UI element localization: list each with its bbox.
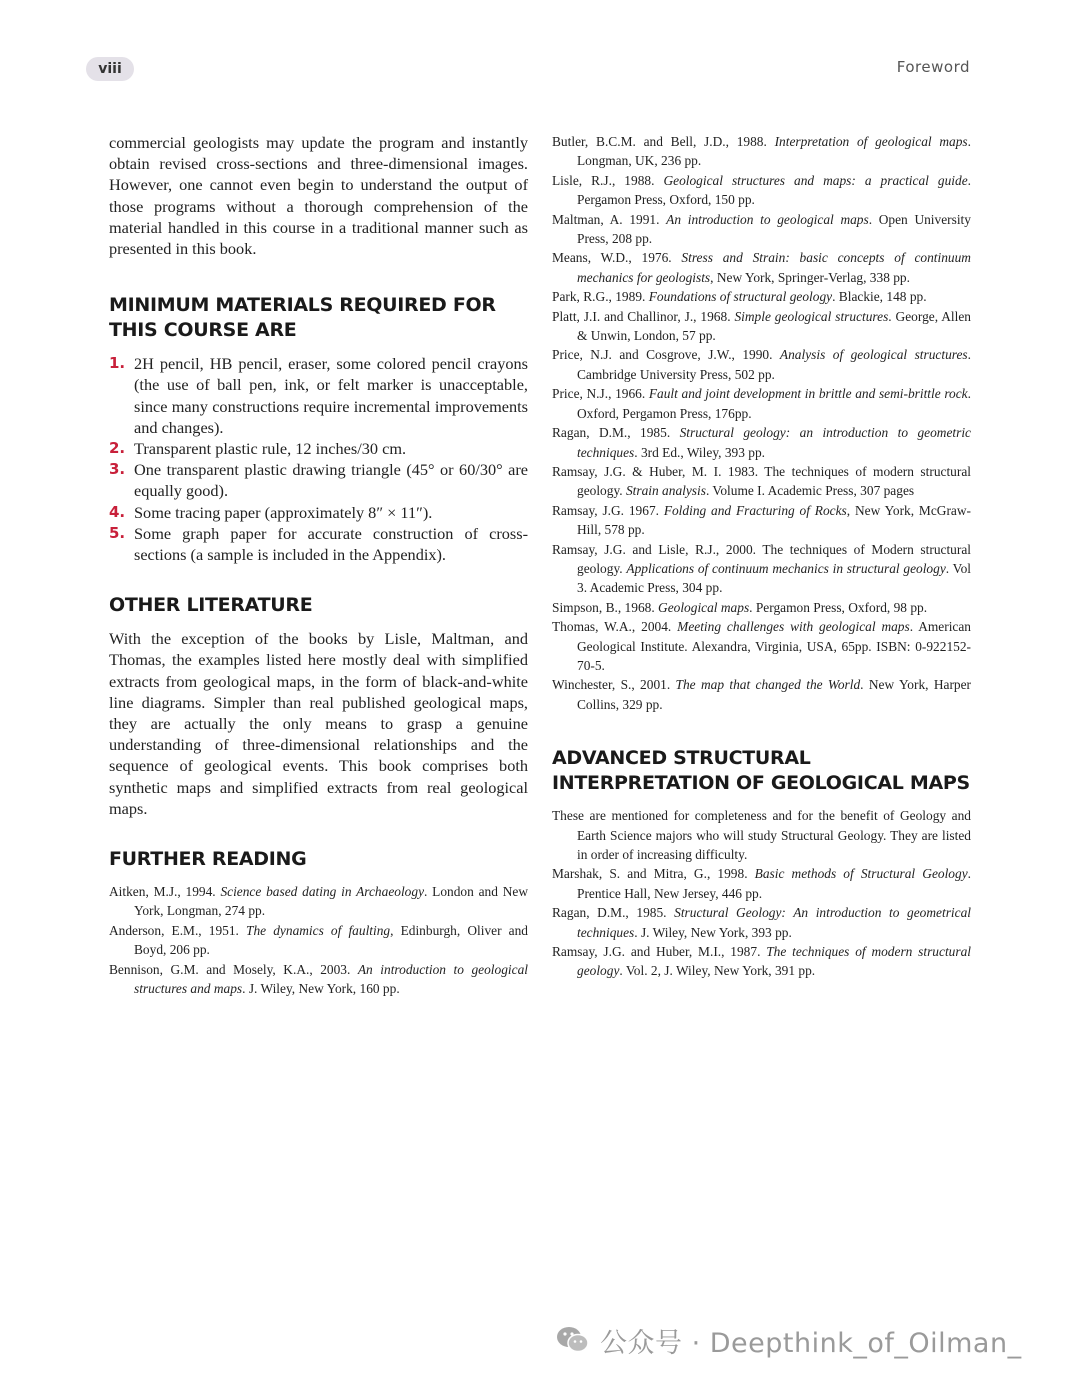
reference-entry: Ramsay, J.G. and Huber, M.I., 1987. The techniques of modern structural geology. Vol. 2, J. Wiley, New York, 391 pp.	[552, 944, 971, 979]
item-text: Transparent plastic rule, 12 inches/30 cm.	[134, 439, 407, 459]
further-reading-list-left	[109, 882, 528, 998]
item-number: 5.	[109, 523, 126, 542]
materials-item	[109, 502, 528, 523]
reference-entry: Price, N.J., 1966. Fault and joint development in brittle and semi-brittle rock. Oxford, Pergamon Press, 176pp.	[552, 386, 971, 421]
reference-entry: Winchester, S., 2001. The map that changed the World. New York, Harper Collins, 329 pp.	[552, 677, 972, 712]
reference-entry: Ramsay, J.G. & Huber, M. I. 1983. The techniques of modern structural geology. Strain analysis. Volume I. Academic Press, 307 pages	[552, 463, 971, 499]
reference-entry: Ramsay, J.G. 1967. Folding and Fracturing of Rocks, New York, McGraw-Hill, 578 pp.	[552, 502, 971, 538]
reference-entry: Lisle, R.J., 1988. Geological structures and maps: a practical guide. Pergamon Press, Oxford, 150 pp.	[552, 172, 971, 208]
reference-entry: Platt, J.I. and Challinor, J., 1968. Simple geological structures. George, Allen & Unwin, London, 57 pp.	[552, 308, 971, 344]
reference-entry: Price, N.J. and Cosgrove, J.W., 1990. Analysis of geological structures. Cambridge University Press, 502 pp.	[552, 347, 971, 382]
other-literature-text: With the exception of the books by Lisle, Maltman, and Thomas, the examples listed here mostly deal with simplified extracts from geological maps, in the form of black-and-white line diagrams. Simpler than real published geological maps, they are actually the only means to grasp a genuine understanding of three-dimensional relationships and the sequence of geological events. This book comprises both synthetic maps and simplified extracts from real geological maps.	[109, 629, 528, 818]
materials-item	[109, 459, 528, 501]
advanced-heading-line2: INTERPRETATION OF GEOLOGICAL MAPS	[552, 772, 970, 795]
advanced-heading	[552, 746, 971, 796]
wechat-icon	[556, 1325, 590, 1355]
other-literature-heading: OTHER LITERATURE	[109, 594, 313, 617]
watermark-text: 公众号 · Deepthink_of_Oilman_	[600, 1327, 1022, 1359]
watermark	[556, 1320, 1022, 1360]
right-column	[552, 132, 971, 981]
materials-item	[109, 523, 528, 565]
item-text: 2H pencil, HB pencil, eraser, some colored pencil crayons (the use of ball pen, ink, or felt marker is unacceptable, since many constructions require incremental improvements and changes).	[134, 354, 528, 437]
item-number: 3.	[109, 460, 126, 479]
reference-entry: Ragan, D.M., 1985. Structural geology: an introduction to geometric techniques. 3rd Ed., Wiley, 393 pp.	[552, 425, 971, 460]
reference-entry: Ramsay, J.G. and Lisle, R.J., 2000. The techniques of Modern structural geology. Applications of continuum mechanics in structural geology. Vol 3. Academic Press, 304 pp.	[552, 541, 972, 596]
intro-paragraph: commercial geologists may update the program and instantly obtain revised cross-sections and three-dimensional images. However, one cannot even begin to understand the output of those programs without a thorough comprehension of the material handled in this course in a traditional manner such as presented in this book.	[109, 133, 528, 259]
materials-heading-line1: MINIMUM MATERIALS REQUIRED FOR	[109, 294, 496, 317]
item-number: 1.	[109, 354, 126, 373]
reference-entry: Aitken, M.J., 1994. Science based dating in Archaeology. London and New York, Longman, 274 pp.	[109, 884, 528, 919]
materials-heading	[109, 293, 528, 343]
materials-item	[109, 438, 528, 459]
reference-entry: Park, R.G., 1989. Foundations of structural geology. Blackie, 148 pp.	[552, 289, 927, 305]
reference-entry: Means, W.D., 1976. Stress and Strain: basic concepts of continuum mechanics for geologists, New York, Springer-Verlag, 338 pp.	[552, 250, 971, 285]
materials-item	[109, 353, 528, 438]
advanced-list	[552, 806, 971, 981]
reference-entry: Thomas, W.A., 2004. Meeting challenges with geological maps. American Geological Institute. Alexandra, Virginia, USA, 65pp. ISBN: 0-922152-70-5.	[552, 619, 972, 673]
advanced-heading-line1: ADVANCED STRUCTURAL	[552, 747, 811, 770]
page-number: viii	[86, 57, 134, 81]
item-text: One transparent plastic drawing triangle (45° or 60/30° are equally good).	[134, 460, 528, 501]
reference-entry: Maltman, A. 1991. An introduction to geological maps. Open University Press, 208 pp.	[552, 211, 971, 247]
reference-entry: Simpson, B., 1968. Geological maps. Pergamon Press, Oxford, 98 pp.	[552, 599, 928, 615]
running-head: Foreword	[896, 58, 970, 76]
item-text: Some graph paper for accurate construction of cross-sections (a sample is included in the Appendix).	[134, 523, 528, 565]
reference-entry: Butler, B.C.M. and Bell, J.D., 1988. Interpretation of geological maps. Longman, UK, 236 pp.	[552, 134, 971, 169]
reference-entry: Marshak, S. and Mitra, G., 1998. Basic methods of Structural Geology. Prentice Hall, New Jersey, 446 pp.	[552, 866, 971, 901]
materials-list	[109, 353, 528, 565]
reference-entry: Bennison, G.M. and Mosely, K.A., 2003. An introduction to geological structures and maps. J. Wiley, New York, 160 pp.	[109, 961, 528, 997]
item-number: 4.	[109, 502, 126, 521]
further-reading-heading: FURTHER READING	[109, 848, 307, 871]
advanced-intro: These are mentioned for completeness and for the benefit of Geology and Earth Science majors who will study Structural Geology. They are listed in order of increasing difficulty.	[552, 808, 971, 862]
item-text: Some tracing paper (approximately 8″ × 11″).	[134, 502, 433, 522]
reference-entry: Anderson, E.M., 1951. The dynamics of faulting, Edinburgh, Oliver and Boyd, 206 pp.	[109, 922, 528, 958]
item-number: 2.	[109, 439, 126, 458]
reference-entry: Ragan, D.M., 1985. Structural Geology: An introduction to geometrical techniques. J. Wiley, New York, 393 pp.	[552, 905, 971, 940]
left-column	[109, 132, 528, 999]
further-reading-list-right	[552, 132, 971, 714]
materials-heading-line2: THIS COURSE ARE	[109, 319, 297, 342]
